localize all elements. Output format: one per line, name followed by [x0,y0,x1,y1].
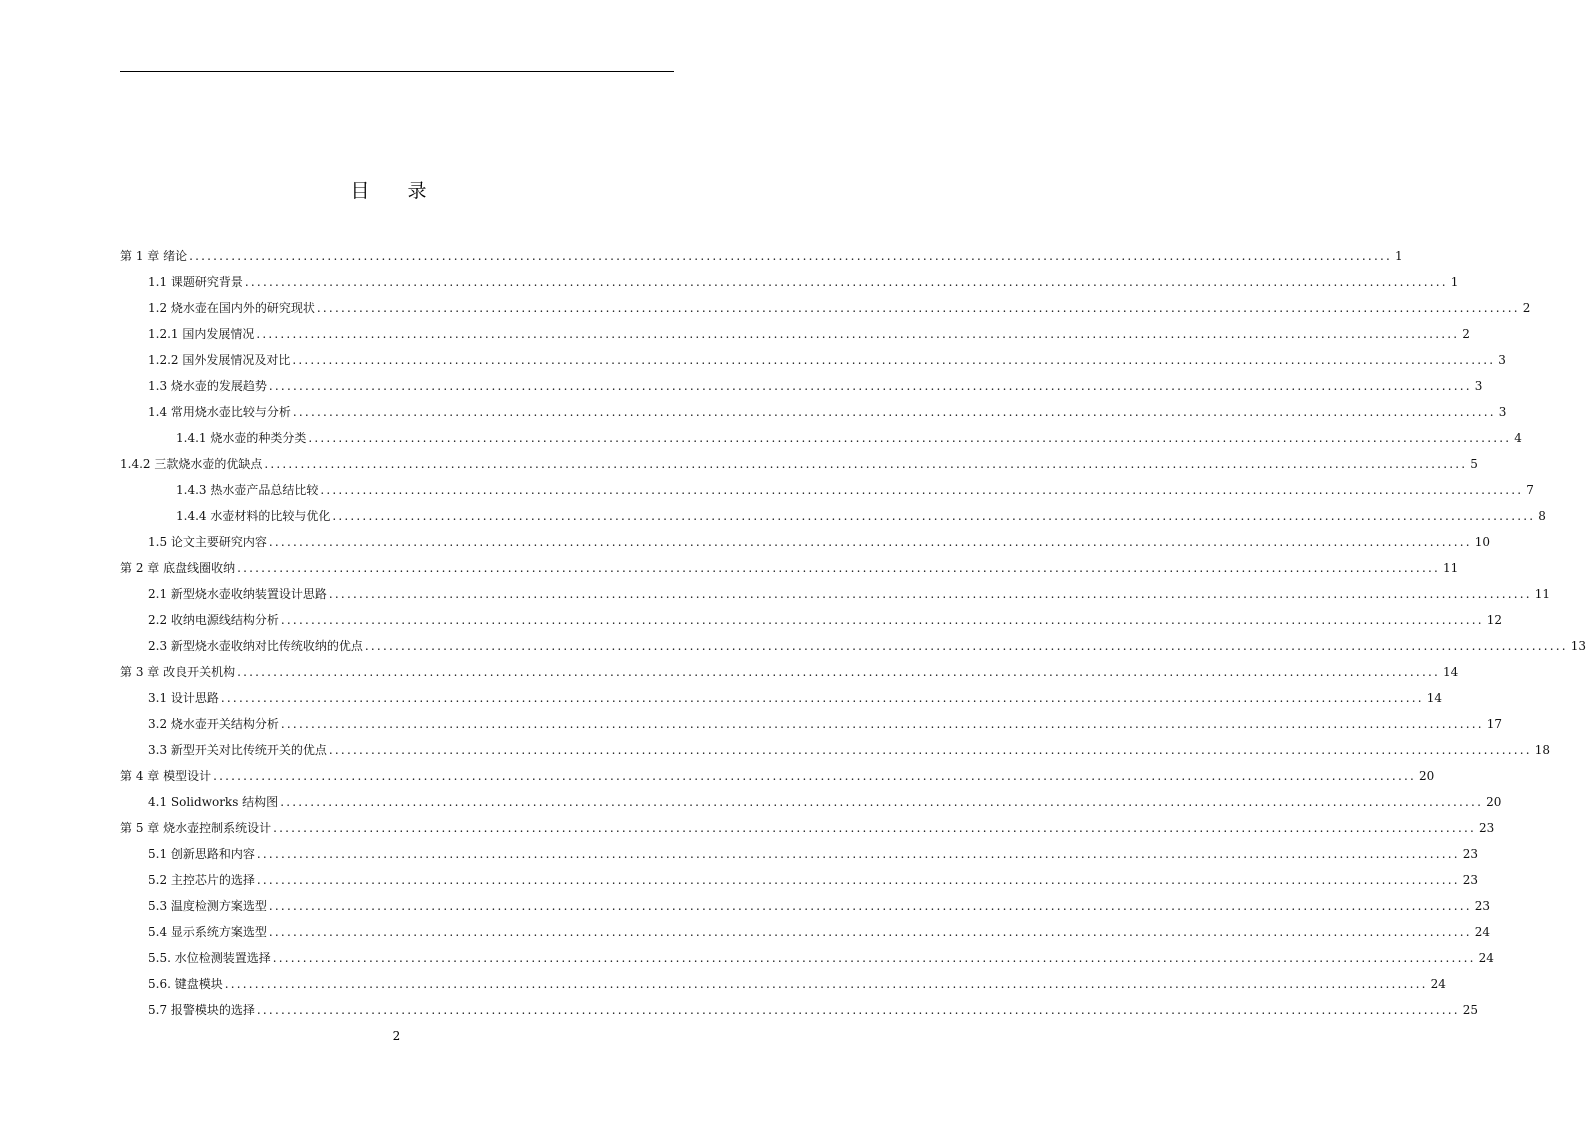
toc-entry[interactable] [120,273,1459,299]
toc-entry-page-number: 14 [1442,665,1459,679]
toc-leader-dots: ........................................................................................................................................................................................................ [224,977,1428,991]
toc-entry-page-number: 7 [1526,483,1534,497]
toc-entry[interactable] [120,533,1491,559]
toc-entry-label: 5.1 创新思路和内容 [148,847,255,861]
toc-entry[interactable] [120,819,1495,845]
toc-leader-dots: ........................................................................................................................................................................................................ [320,483,1524,497]
toc-entry-label: 5.3 温度检测方案选型 [148,899,267,913]
toc-entry-label: 2.3 新型烧水壶收纳对比传统收纳的优点 [148,639,363,653]
toc-entry[interactable] [120,715,1503,741]
toc-entry-label: 第 1 章 绪论 [120,249,188,263]
header-rule [120,71,674,72]
toc-entry[interactable] [120,871,1479,897]
toc-entry-page-number: 23 [1462,847,1479,861]
toc-leader-dots: ........................................................................................................................................................................................................ [308,431,1512,445]
toc-entry-page-number: 14 [1426,691,1443,705]
toc-entry-page-number: 13 [1570,639,1586,653]
page-number: 2 [392,1029,401,1043]
toc-entry-label: 3.1 设计思路 [148,691,219,705]
toc-leader-dots: ........................................................................................................................................................................................................ [364,639,1568,653]
toc-leader-dots: ........................................................................................................................................................................................................ [237,561,1440,575]
toc-entry-page-number: 18 [1534,743,1551,757]
toc-leader-dots: ........................................................................................................................................................................................................ [332,509,1536,523]
toc-entry-label: 1.5 论文主要研究内容 [148,535,267,549]
toc-entry-label: 1.4.1 烧水壶的种类分类 [176,431,307,445]
toc-entry[interactable] [120,325,1470,351]
toc-entry[interactable] [120,481,1534,507]
toc-entry[interactable] [120,793,1502,819]
toc-leader-dots: ........................................................................................................................................................................................................ [280,717,1484,731]
toc-entry-label: 5.7 报警模块的选择 [148,1003,255,1017]
toc-leader-dots: ........................................................................................................................................................................................................ [256,327,1460,341]
toc-leader-dots: ........................................................................................................................................................................................................ [256,873,1460,887]
toc-entry[interactable] [120,429,1522,455]
toc-entry-label: 第 5 章 烧水壶控制系统设计 [120,821,272,835]
toc-leader-dots: ........................................................................................................................................................................................................ [268,379,1472,393]
toc-entry-label: 1.2 烧水壶在国内外的研究现状 [148,301,315,315]
toc-entry-page-number: 11 [1534,587,1551,601]
toc-entry-page-number: 23 [1462,873,1479,887]
toc-leader-dots: ........................................................................................................................................................................................................ [268,535,1472,549]
toc-entry[interactable] [120,403,1507,429]
toc-entry[interactable] [120,247,1403,273]
toc-entry[interactable] [120,923,1491,949]
toc-entry-page-number: 2 [1522,301,1531,315]
toc-entry-page-number: 20 [1486,795,1502,809]
toc-entry-label: 1.4 常用烧水壶比较与分析 [148,405,291,419]
toc-entry[interactable] [120,299,1531,325]
toc-entry-label: 第 2 章 底盘线圈收纳 [120,561,236,575]
toc-entry[interactable] [120,845,1479,871]
toc-leader-dots: ........................................................................................................................................................................................................ [268,925,1472,939]
toc-entry-label: 5.6. 键盘模块 [148,977,223,991]
toc-entry-label: 4.1 Solidworks 结构图 [148,795,279,809]
toc-leader-dots: ........................................................................................................................................................................................................ [213,769,1416,783]
toc-entry[interactable] [120,1001,1479,1027]
toc-leader-dots: ........................................................................................................................................................................................................ [268,899,1472,913]
toc-entry-label: 5.5. 水位检测装置选择 [148,951,271,965]
toc-leader-dots: ........................................................................................................................................................................................................ [244,275,1448,289]
toc-entry-page-number: 3 [1498,353,1506,367]
toc-entry-label: 1.4.4 水壶材料的比较与优化 [176,509,331,523]
toc-entry-label: 1.4.2 三款烧水壶的优缺点 [120,457,263,471]
toc-entry-label: 5.2 主控芯片的选择 [148,873,255,887]
toc-entry-page-number: 23 [1474,899,1491,913]
toc-entry-page-number: 3 [1474,379,1483,393]
toc-entry-page-number: 10 [1474,535,1491,549]
page-title: 目 录 [350,180,443,202]
toc-leader-dots: ........................................................................................................................................................................................................ [292,405,1496,419]
toc-entry-label: 1.1 课题研究背景 [148,275,243,289]
toc-entry-page-number: 4 [1514,431,1522,445]
toc-entry[interactable] [120,637,1586,663]
toc-leader-dots: ........................................................................................................................................................................................................ [280,795,1484,809]
toc-entry-label: 第 3 章 改良开关机构 [120,665,236,679]
toc-entry-page-number: 24 [1478,951,1494,965]
toc-entry-label: 1.3 烧水壶的发展趋势 [148,379,267,393]
toc-leader-dots: ........................................................................................................................................................................................................ [189,249,1392,263]
toc-leader-dots: ........................................................................................................................................................................................................ [272,951,1476,965]
toc-entry-page-number: 5 [1470,457,1478,471]
toc-entry-page-number: 23 [1478,821,1495,835]
toc-entry[interactable] [120,611,1503,637]
toc-entry-label: 2.1 新型烧水壶收纳装置设计思路 [148,587,327,601]
toc-leader-dots: ........................................................................................................................................................................................................ [273,821,1476,835]
toc-entry-page-number: 17 [1486,717,1503,731]
toc-entry[interactable] [120,559,1459,585]
toc-entry-label: 3.3 新型开关对比传统开关的优点 [148,743,327,757]
toc-entry[interactable] [120,949,1494,975]
toc-leader-dots: ........................................................................................................................................................................................................ [256,847,1460,861]
toc-entry[interactable] [120,585,1551,611]
toc-entry[interactable] [120,897,1491,923]
toc-entry[interactable] [120,663,1459,689]
toc-entry-page-number: 25 [1462,1003,1479,1017]
toc-leader-dots: ........................................................................................................................................................................................................ [264,457,1468,471]
toc-entry-page-number: 1 [1394,249,1403,263]
toc-entry-page-number: 20 [1418,769,1435,783]
toc-leader-dots: ........................................................................................................................................................................................................ [292,353,1496,367]
toc-leader-dots: ........................................................................................................................................................................................................ [328,587,1532,601]
toc-entry[interactable] [120,377,1483,403]
toc-entry[interactable] [120,351,1506,377]
toc-entry-page-number: 8 [1538,509,1546,523]
toc-entry-page-number: 2 [1462,327,1470,341]
toc-entry[interactable] [120,741,1551,767]
toc-entry[interactable] [120,975,1446,1001]
toc-leader-dots: ........................................................................................................................................................................................................ [220,691,1424,705]
toc-entry-page-number: 24 [1430,977,1446,991]
toc-entry[interactable] [120,689,1443,715]
toc-entry-label: 1.2.2 国外发展情况及对比 [148,353,291,367]
toc-leader-dots: ........................................................................................................................................................................................................ [237,665,1440,679]
toc-entry[interactable] [120,507,1546,533]
toc-entry-page-number: 24 [1474,925,1491,939]
toc-leader-dots: ........................................................................................................................................................................................................ [328,743,1532,757]
toc-entry-label: 5.4 显示系统方案选型 [148,925,267,939]
toc-entry-page-number: 3 [1498,405,1507,419]
toc-entry[interactable] [120,767,1435,793]
toc-entry-page-number: 12 [1486,613,1503,627]
toc-entry-label: 3.2 烧水壶开关结构分析 [148,717,279,731]
table-of-contents [120,247,1586,1027]
toc-entry-label: 1.2.1 国内发展情况 [148,327,255,341]
toc-entry[interactable] [120,455,1478,481]
toc-leader-dots: ........................................................................................................................................................................................................ [256,1003,1460,1017]
toc-entry-label: 1.4.3 热水壶产品总结比较 [176,483,319,497]
toc-leader-dots: ........................................................................................................................................................................................................ [316,301,1520,315]
toc-entry-label: 第 4 章 模型设计 [120,769,212,783]
toc-entry-page-number: 1 [1450,275,1459,289]
toc-entry-page-number: 11 [1442,561,1459,575]
toc-entry-label: 2.2 收纳电源线结构分析 [148,613,279,627]
toc-leader-dots: ........................................................................................................................................................................................................ [280,613,1484,627]
